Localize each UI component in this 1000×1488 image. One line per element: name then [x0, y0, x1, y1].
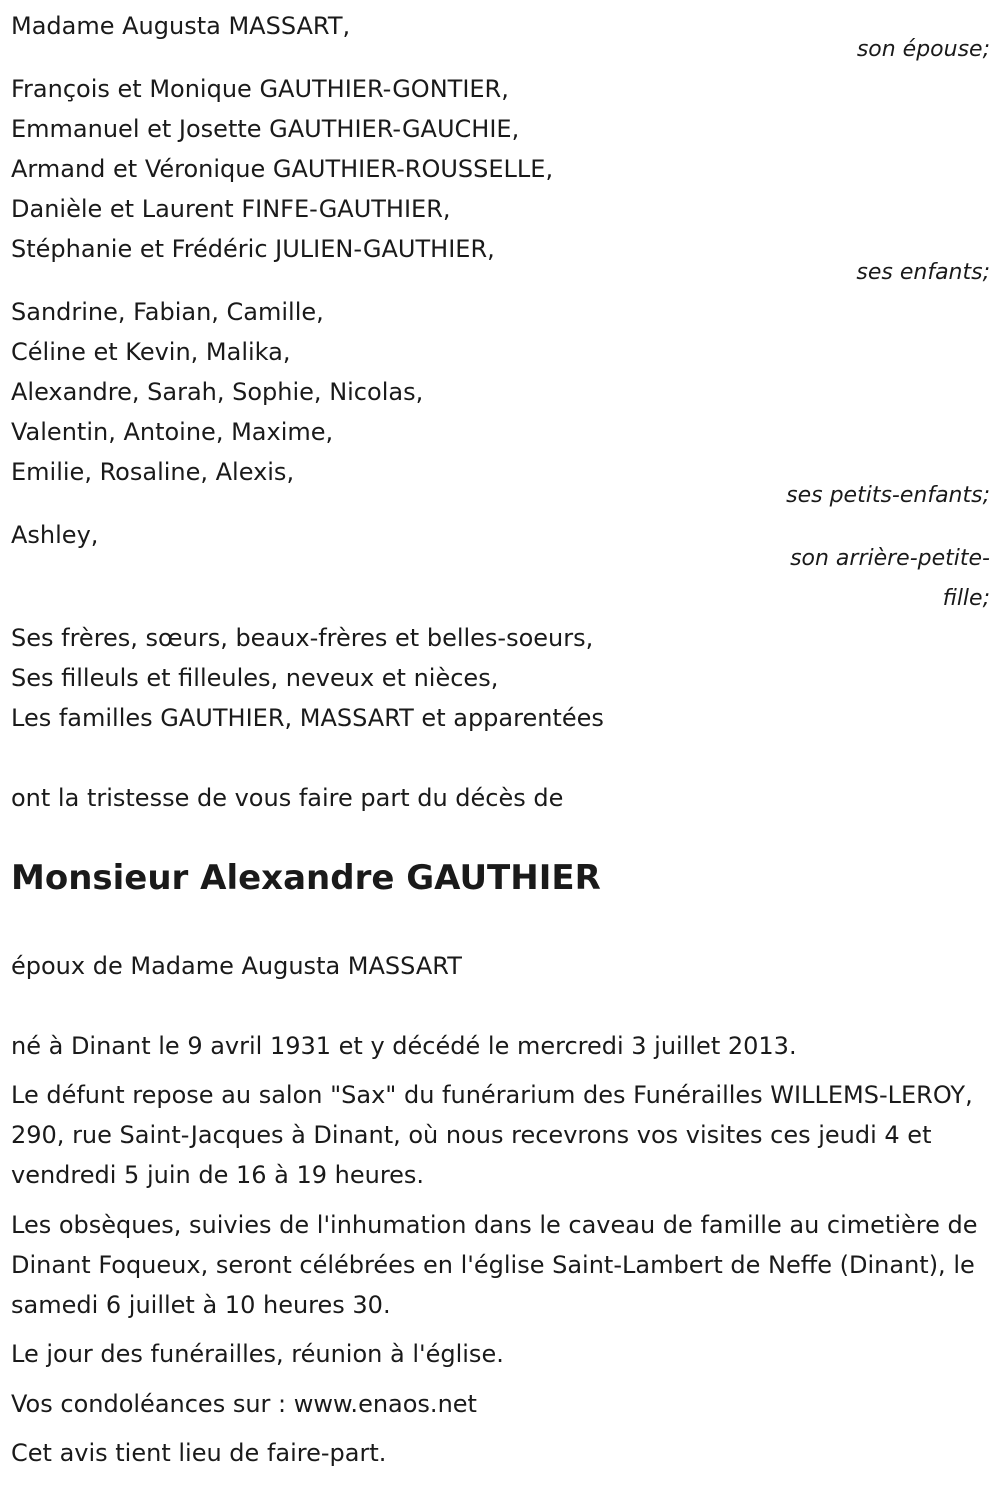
relatives-line: Ses filleuls et filleules, neveux et nièces, [11, 664, 499, 692]
child-line: Armand et Véronique GAUTHIER-ROUSSELLE, [11, 155, 554, 183]
grandchild-line: Emilie, Rosaline, Alexis, [11, 458, 295, 486]
relatives-line: Ses frères, sœurs, beaux-frères et belles-soeurs, [11, 624, 594, 652]
deceased-spouse-text: époux de Madame Augusta MASSART [11, 952, 462, 980]
funeral-text: Les obsèques, suivies de l'inhumation dans le caveau de famille au cimetière de Dinant Foqueux, seront célébrées en l'église Saint-Lambert de Neffe (Dinant), le samedi 6 juillet à 10 heures 30. [11, 1211, 978, 1319]
deceased-name: Monsieur Alexandre GAUTHIER [11, 858, 601, 898]
grandchild-line: Céline et Kevin, Malika, [11, 338, 291, 366]
grandchild-line: Alexandre, Sarah, Sophie, Nicolas, [11, 378, 424, 406]
relatives-line: Les familles GAUTHIER, MASSART et apparentées [11, 704, 604, 732]
birth-death-text: né à Dinant le 9 avril 1931 et y décédé le mercredi 3 juillet 2013. [11, 1032, 797, 1060]
announcement-text: ont la tristesse de vous faire part du décès de [11, 784, 564, 812]
visitation-text: Le défunt repose au salon "Sax" du funérarium des Funérailles WILLEMS-LEROY, 290, rue Saint-Jacques à Dinant, où nous recevrons vos visites ces jeudi 4 et vendredi 5 juin de 16 à 19 heures. [11, 1081, 973, 1189]
child-line: Stéphanie et Frédéric JULIEN-GAUTHIER, [11, 235, 495, 263]
children-role: ses enfants; [856, 260, 990, 285]
condolences-text: Vos condoléances sur : www.enaos.net [11, 1390, 477, 1418]
child-line: Emmanuel et Josette GAUTHIER-GAUCHIE, [11, 115, 520, 143]
grandchildren-role: ses petits-enfants; [786, 483, 990, 508]
closing-text: Cet avis tient lieu de faire-part. [11, 1439, 387, 1467]
great-grandchild-name: Ashley, [11, 521, 99, 549]
great-grandchild-role-line2: fille; [942, 586, 990, 611]
spouse-name: Madame Augusta MASSART, [11, 12, 351, 40]
grandchild-line: Valentin, Antoine, Maxime, [11, 418, 334, 446]
meeting-text: Le jour des funérailles, réunion à l'église. [11, 1340, 504, 1368]
spouse-role: son épouse; [856, 37, 990, 62]
great-grandchild-role-line1: son arrière-petite- [790, 546, 990, 571]
grandchild-line: Sandrine, Fabian, Camille, [11, 298, 324, 326]
child-line: Danièle et Laurent FINFE-GAUTHIER, [11, 195, 451, 223]
child-line: François et Monique GAUTHIER-GONTIER, [11, 75, 509, 103]
